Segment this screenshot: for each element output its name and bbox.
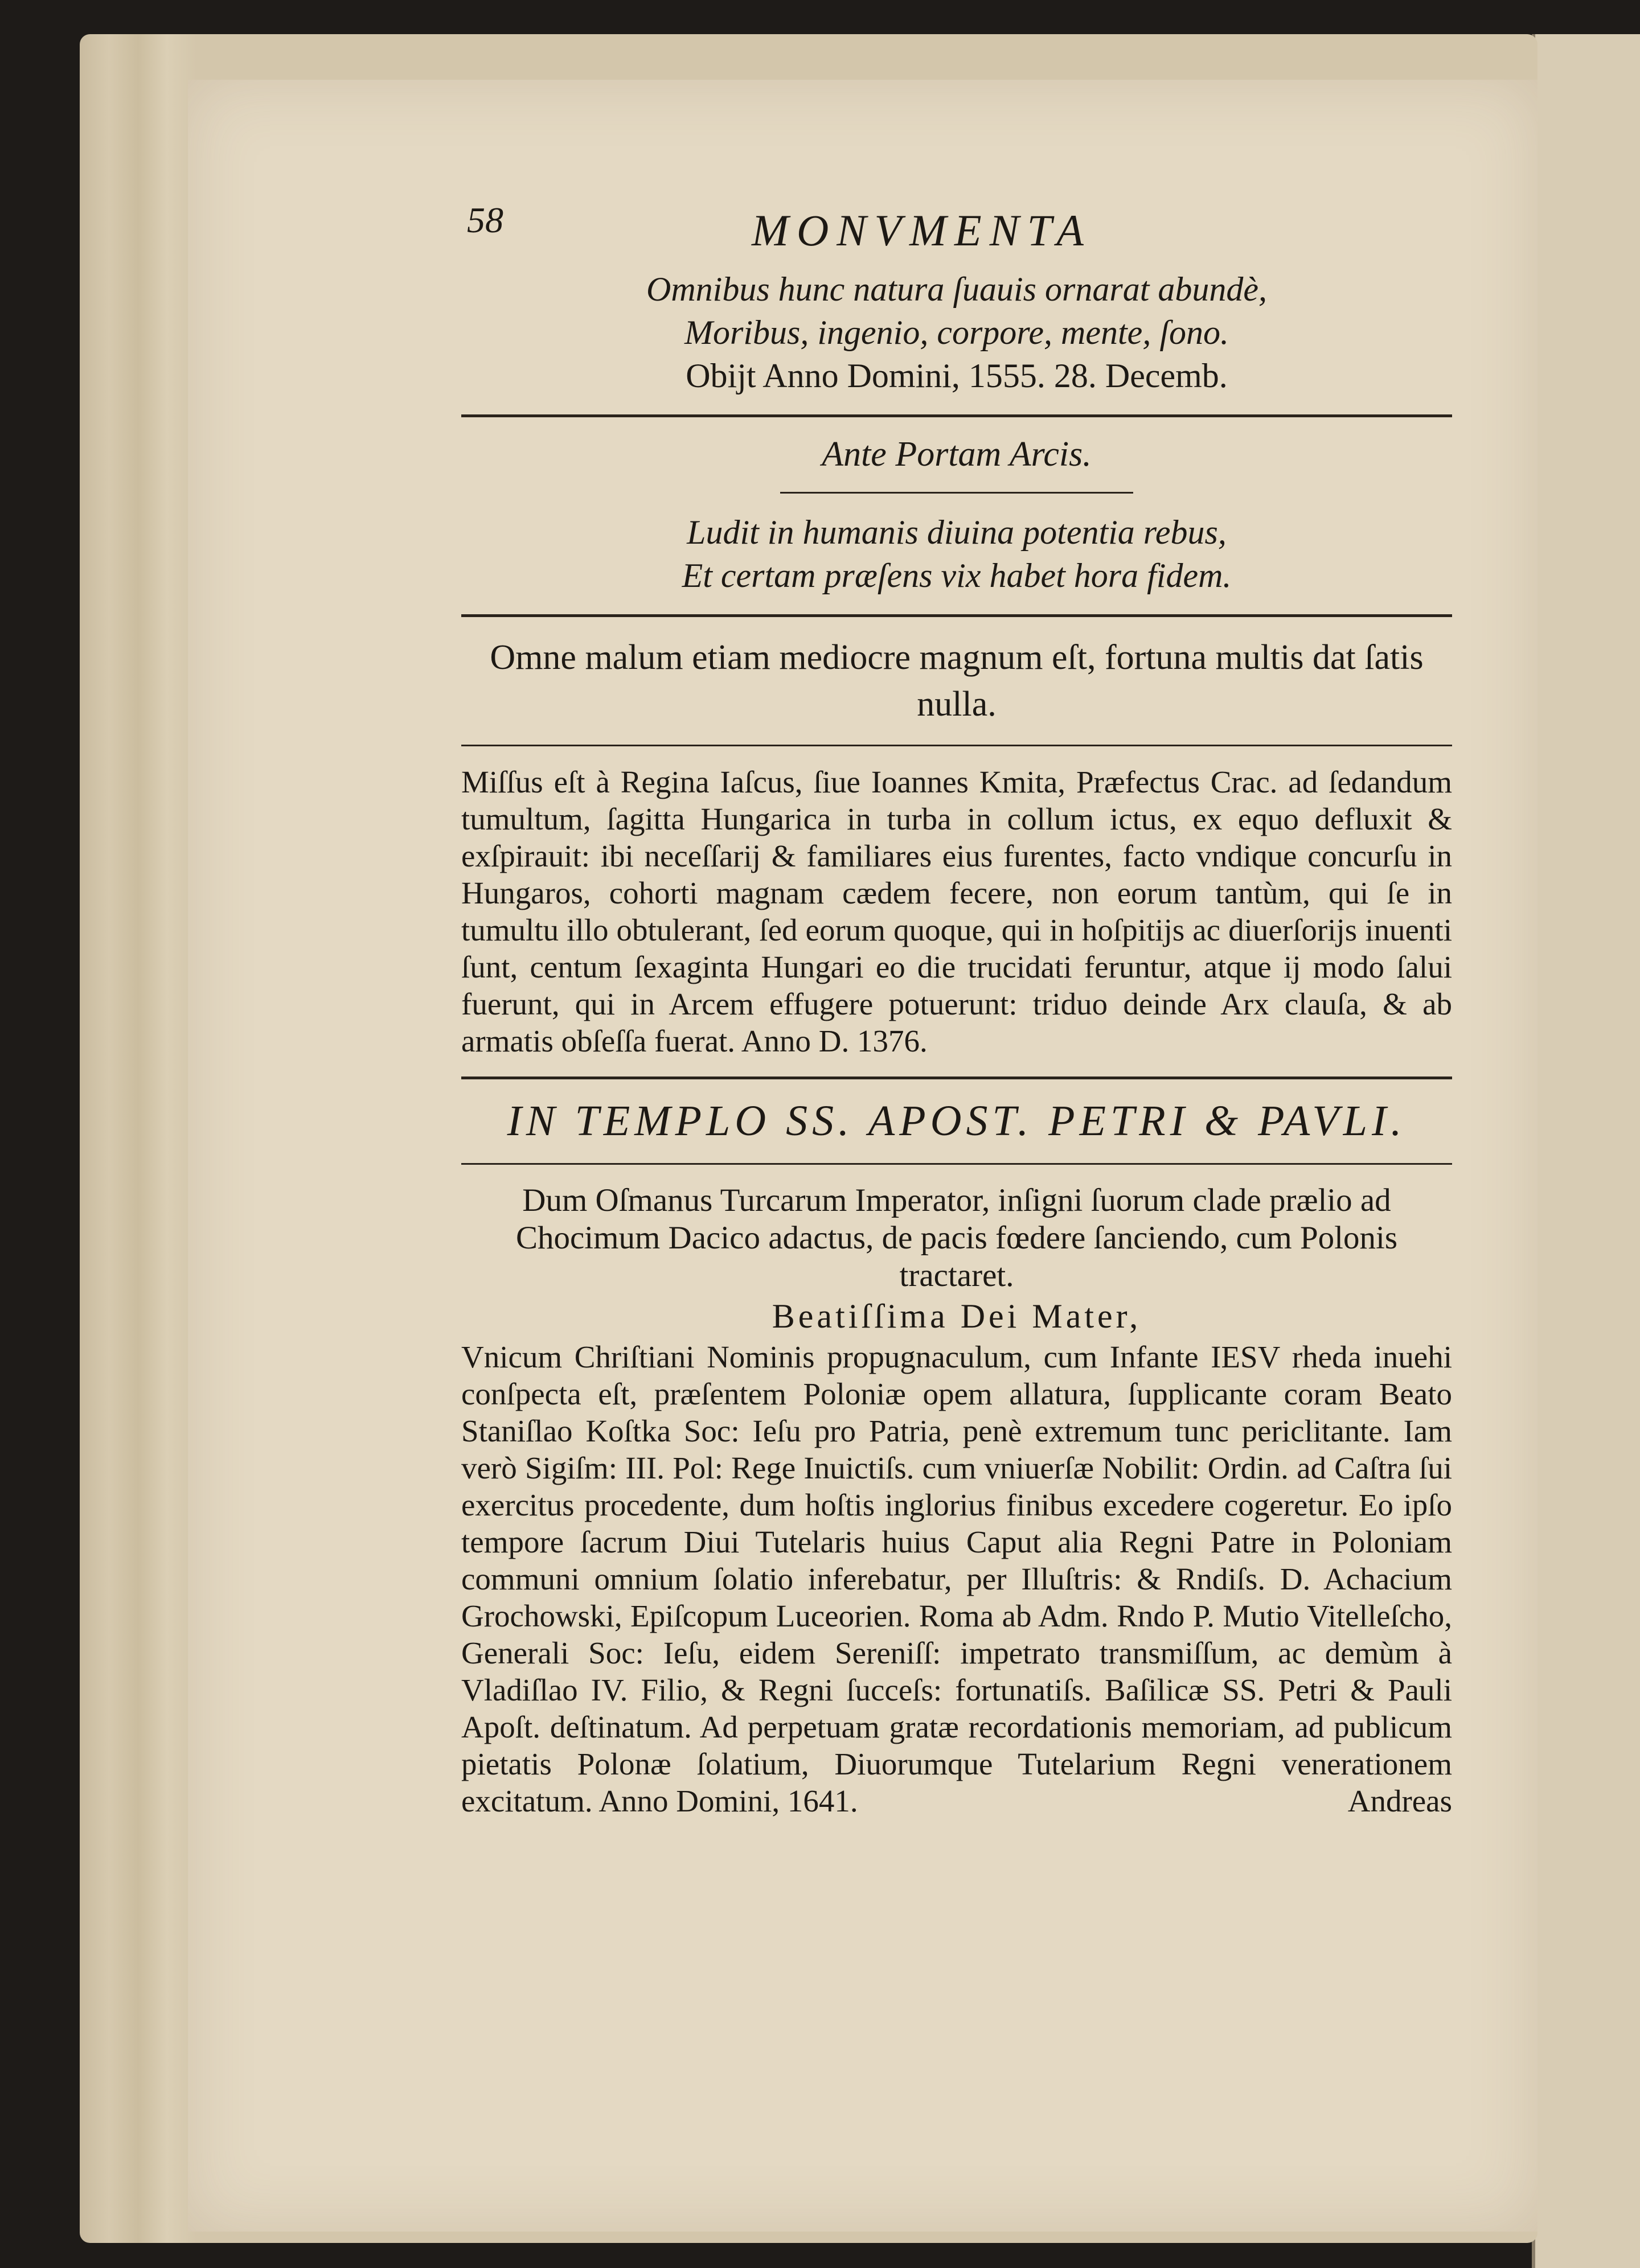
verse-line: Ludit in humanis diuina potentia rebus,: [687, 513, 1227, 551]
divider: [461, 414, 1452, 417]
kmita-note: [461, 763, 1452, 1059]
divider: [780, 492, 1133, 494]
page-number: 58: [467, 200, 503, 240]
inscription-body: [461, 1338, 1452, 1819]
facing-page-edge: [1532, 34, 1640, 2268]
verse-line: Moribus, ingenio, corpore, mente, ſono.: [684, 314, 1229, 351]
divider: [461, 745, 1452, 746]
divider: [461, 614, 1452, 617]
maxim: Omne malum etiam mediocre magnum eſt, fortuna multis dat ſatis nulla.: [490, 638, 1424, 724]
epitaph-end: [461, 268, 1452, 397]
templum-section: [461, 1096, 1452, 1819]
divider: [461, 1077, 1452, 1079]
invocation: Beatiſſima Dei Mater,: [772, 1297, 1142, 1335]
verse-line: Omnibus hunc natura ſuauis ornarat abundè,: [646, 270, 1268, 308]
running-head: MONVMENTA: [752, 206, 1092, 255]
paragraph: Miſſus eſt à Regina Iaſcus, ſiue Ioannes Kmita, Præfectus Crac. ad ſedandum tumultum, ſagitta Hungarica in turba in collum ictus, ex equo defluxit & exſpirauit: ibi neceſſarij & familiares eius furentes, facto vndique concurſu in Hungaros, cohorti magnam cædem fecere, non eorum tantùm, qui ſe in tumultu illo obtulerant, ſed eorum quoque, qui in hoſpitijs ac diuerſorijs inuenti ſunt, centum ſexaginta Hungari eo die trucidati feruntur, atque ij modo ſalui fuerunt, qui in Arcem effugere potuerunt: triduo deinde Arx clauſa, & ab armatis obſeſſa fuerat. Anno D. 1376.: [461, 765, 1452, 1058]
ante-portam-section: [461, 434, 1452, 597]
page-header: [461, 188, 1452, 268]
inscription-intro: Dum Oſmanus Turcarum Imperator, inſigni ſuorum clade prælio ad Chocimum Dacico adactus, de pacis fœdere ſanciendo, cum Polonis tractaret.: [515, 1182, 1398, 1293]
section-title: Ante Portam Arcis.: [822, 435, 1092, 474]
section-heading: IN TEMPLO SS. APOST. PETRI & PAVLI.: [507, 1097, 1407, 1145]
divider: [461, 1163, 1452, 1165]
page-text: [461, 188, 1452, 1819]
death-date: Obijt Anno Domini, 1555. 28. Decemb.: [686, 357, 1228, 395]
verse-line: Et certam præſens vix habet hora fidem.: [682, 557, 1232, 594]
paragraph: Vnicum Chriſtiani Nominis propugnaculum, cum Infante IESV rheda inuehi conſpecta eſt, præſentem Poloniæ opem allatura, ſupplicante coram Beato Staniſlao Koſtka Soc: Ieſu pro Patria, penè extremum tunc periclitante. Iam verò Sigiſm: III. Pol: Rege Inuictiſs. cum vniuerſæ Nobilit: Ordin. ad Caſtra ſui exercitus procedente, dum hoſtis inglorius finibus excedere cogeretur. Eo ipſo tempore ſacrum Diui Tutelaris huius Caput alia Regni Patre in Poloniam communi omnium ſolatio inferebatur, per Illuſtris: & Rndiſs. D. Achacium Grochowski, Epiſcopum Luceorien. Roma ab Adm. Rndo P. Mutio Vitelleſcho, Generali Soc: Ieſu, eidem Sereniſſ: impetrato transmiſſum, ac demùm à Vladiſlao IV. Filio, & Regni ſucceſs: fortunatiſs. Baſilicæ SS. Petri & Pauli Apoſt. deſtinatum. Ad perpetuam gratæ recordationis memoriam, ad publicum pietatis Polonæ ſolatium, Diuorumque Tutelarium Regni venerationem excitatum. Anno Domini, 1641.: [461, 1340, 1452, 1818]
catchword: Andreas: [1347, 1784, 1452, 1818]
